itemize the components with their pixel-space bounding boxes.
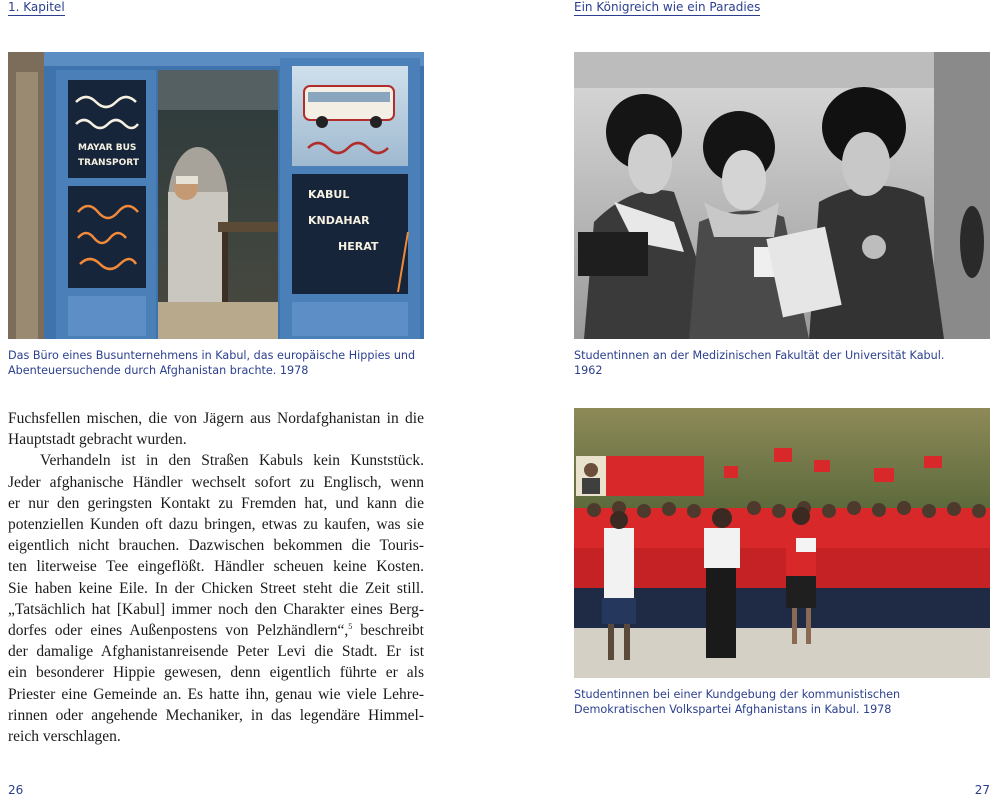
body-line: der damalige Afghanistanreisende Peter Levi die Stadt. Er ist xyxy=(8,643,424,661)
page-number-right: 27 xyxy=(974,783,990,797)
body-line: Priester eine Gemeinde an. Es hatte ihn, genau wie viele Lehre- xyxy=(8,685,424,703)
photo-students-1962 xyxy=(574,52,990,339)
caption-students-1962-line2: 1962 xyxy=(574,364,603,377)
running-head-right: Ein Königreich wie ein Paradies xyxy=(574,0,761,14)
caption-rally-1978-line2: Demokratischen Volkspartei Afghanistans in Kabul. 1978 xyxy=(574,703,892,716)
caption-bus-office-line1: Das Büro eines Busunternehmens in Kabul, das europäische Hippies und xyxy=(8,349,416,362)
photo-bus-office xyxy=(8,52,424,339)
body-line-with-footnote xyxy=(8,620,424,641)
sign-text-1: MAYAR BUS xyxy=(78,143,137,153)
caption-rally-1978-line1: Studentinnen bei einer Kundgebung der kommunistischen xyxy=(574,688,901,701)
body-line: Fuchsfellen mischen, die von Jägern aus Nordafghanistan in die xyxy=(8,410,424,427)
body-line: potenziellen Kunden oft dazu bringen, etwas zu kaufen, was sie xyxy=(8,516,424,534)
window-text-1: KABUL xyxy=(308,188,350,201)
caption-bus-office xyxy=(8,348,424,378)
body-line: ten literweise Tee eingeflößt. Händler scheuen keine Kosten. xyxy=(8,558,424,576)
body-line-part: dorfes oder eines Außenpostens von Pelzhändlern“, xyxy=(8,622,349,640)
body-line-part: beschreibt xyxy=(352,622,424,640)
sign-text-2: TRANSPORT xyxy=(78,158,139,168)
window-text-3: HERAT xyxy=(338,240,379,253)
body-line: „Tatsächlich hat [Kabul] immer noch den Charakter eines Berg- xyxy=(8,600,424,618)
footnote-marker: 5 xyxy=(348,622,353,632)
body-line: Jeder afghanische Händler wechselt sofort zu Englisch, wenn xyxy=(8,473,424,491)
body-line: reich verschlagen. xyxy=(8,728,121,746)
body-line: Hauptstadt gebracht wurden. xyxy=(8,431,187,449)
body-line: ein besonderer Hippie gewesen, denn eigentlich führte er als xyxy=(8,664,424,682)
body-line: er nur den geringsten Kontakt zu Fremden hat, und kann die xyxy=(8,494,424,512)
window-text-2: KNDAHAR xyxy=(308,214,370,227)
caption-bus-office-line2: Abenteuersuchende durch Afghanistan brachte. 1978 xyxy=(8,364,309,377)
body-text xyxy=(8,408,424,747)
caption-students-1962-line1: Studentinnen an der Medizinischen Fakultät der Universität Kabul. xyxy=(574,349,945,362)
caption-students-1962 xyxy=(574,348,990,378)
body-line: eigentlich nicht brauchen. Dazwischen bekommen die Touris- xyxy=(8,537,424,555)
photo-rally-1978 xyxy=(574,408,990,678)
running-head-left: 1. Kapitel xyxy=(8,0,65,14)
body-line: Verhandeln ist in den Straßen Kabuls kein Kunststück. xyxy=(40,452,424,470)
body-line: Sie haben keine Eile. In der Chicken Street steht die Zeit still. xyxy=(8,579,424,597)
body-line: rinnen oder angehende Mechaniker, in das legendäre Himmel- xyxy=(8,706,424,724)
caption-rally-1978 xyxy=(574,687,990,717)
page-number-left: 26 xyxy=(8,783,24,797)
